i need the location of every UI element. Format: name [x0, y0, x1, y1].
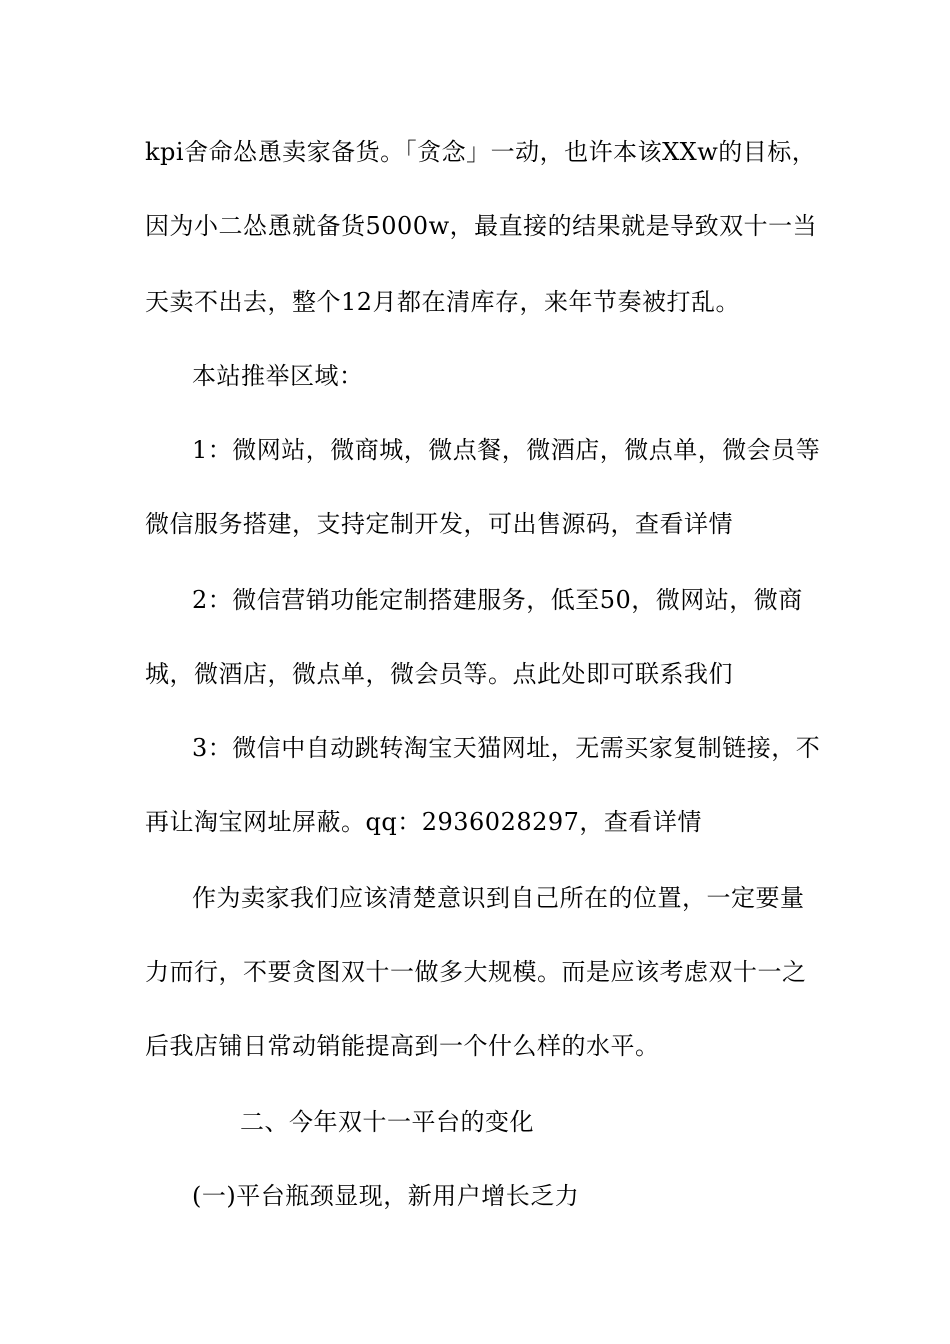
paragraph1-line1: kpi舍命怂恿卖家备货。「贪念」一动，也许本该XXw的目标， — [145, 138, 817, 166]
item3-line2: 再让淘宝网址屏蔽。qq：2936028297，查看详情 — [145, 808, 702, 836]
item2-line2: 城，微酒店，微点单，微会员等。点此处即可联系我们 — [145, 660, 733, 688]
item2-line1: 2：微信营销功能定制搭建服务，低至50，微网站，微商 — [192, 586, 803, 614]
paragraph2-line2: 力而行，不要贪图双十一做多大规模。而是应该考虑双十一之 — [145, 958, 807, 986]
paragraph1-line3: 天卖不出去，整个12月都在清库存，来年节奏被打乱。 — [145, 288, 741, 316]
paragraph1-line2: 因为小二怂恿就备货5000w，最直接的结果就是导致双十一当 — [145, 212, 818, 240]
section-heading: 二、今年双十一平台的变化 — [240, 1108, 534, 1136]
paragraph2-line3: 后我店铺日常动销能提高到一个什么样的水平。 — [145, 1032, 660, 1060]
paragraph2-line1: 作为卖家我们应该清楚意识到自己所在的位置，一定要量 — [192, 884, 805, 912]
recommend-heading: 本站推举区域： — [192, 362, 364, 390]
item1-line1: 1：微网站，微商城，微点餐，微酒店，微点单，微会员等 — [192, 436, 821, 464]
subsection-heading: (一)平台瓶颈显现，新用户增长乏力 — [192, 1182, 580, 1210]
item1-line2: 微信服务搭建，支持定制开发，可出售源码，查看详情 — [145, 510, 733, 538]
item3-line1: 3：微信中自动跳转淘宝天猫网址，无需买家复制链接，不 — [192, 734, 821, 762]
